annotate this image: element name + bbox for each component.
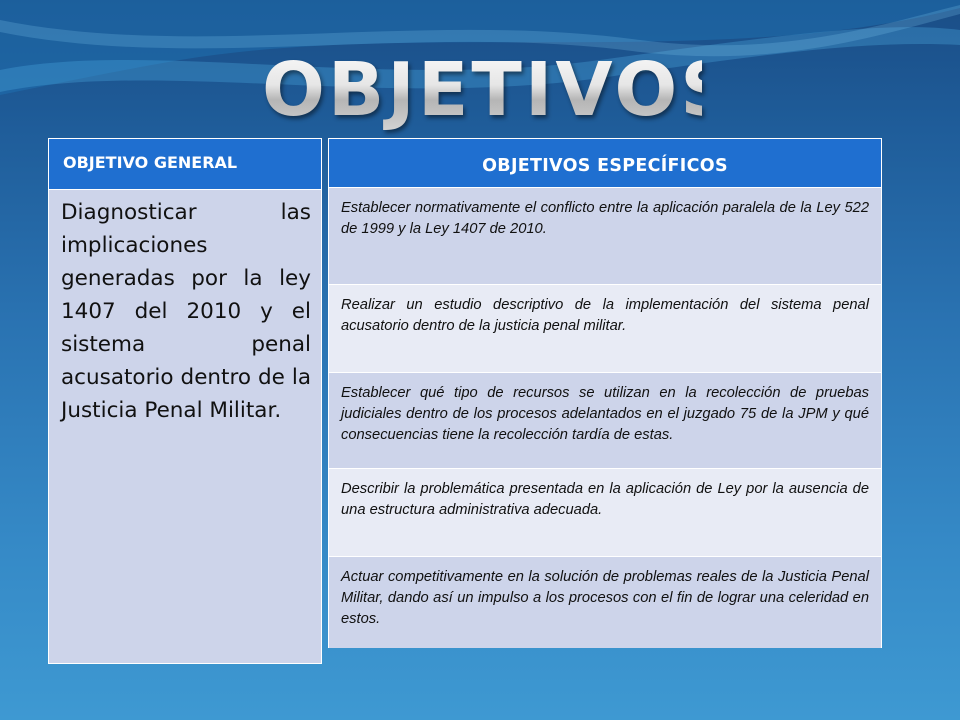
specific-objective-item: Describir la problemática presentada en la aplicación de Ley por la ausencia de una estructura administrativa adecuada. <box>329 469 881 557</box>
specific-objective-item: Actuar competitivamente en la solución de problemas reales de la Justicia Penal Militar, dando así un impulso a los procesos con el fin de lograr una celeridad en estos. <box>329 557 881 648</box>
specific-objective-item: Realizar un estudio descriptivo de la implementación del sistema penal acusatorio dentro de la justicia penal militar. <box>329 285 881 373</box>
general-objective-header: OBJETIVO GENERAL <box>49 139 321 190</box>
specific-objective-item: Establecer qué tipo de recursos se utilizan en la recolección de pruebas judiciales dentro de los procesos adelantados en el juzgado 75 de la JPM y qué consecuencias tiene la recolección tardía de estas. <box>329 373 881 469</box>
specific-objective-item: Establecer normativamente el conflicto entre la aplicación paralela de la Ley 522 de 1999 y la Ley 1407 de 2010. <box>329 188 881 285</box>
specific-objectives-header: OBJETIVOS ESPECÍFICOS <box>329 139 881 188</box>
page-title: OBJETIVOS <box>262 40 702 140</box>
specific-objectives-table <box>328 138 882 648</box>
general-objective-panel <box>48 138 322 664</box>
general-objective-text: Diagnosticar las implicaciones generadas por la ley 1407 del 2010 y el sistema penal acusatorio dentro de la Justicia Penal Militar. <box>61 200 311 423</box>
